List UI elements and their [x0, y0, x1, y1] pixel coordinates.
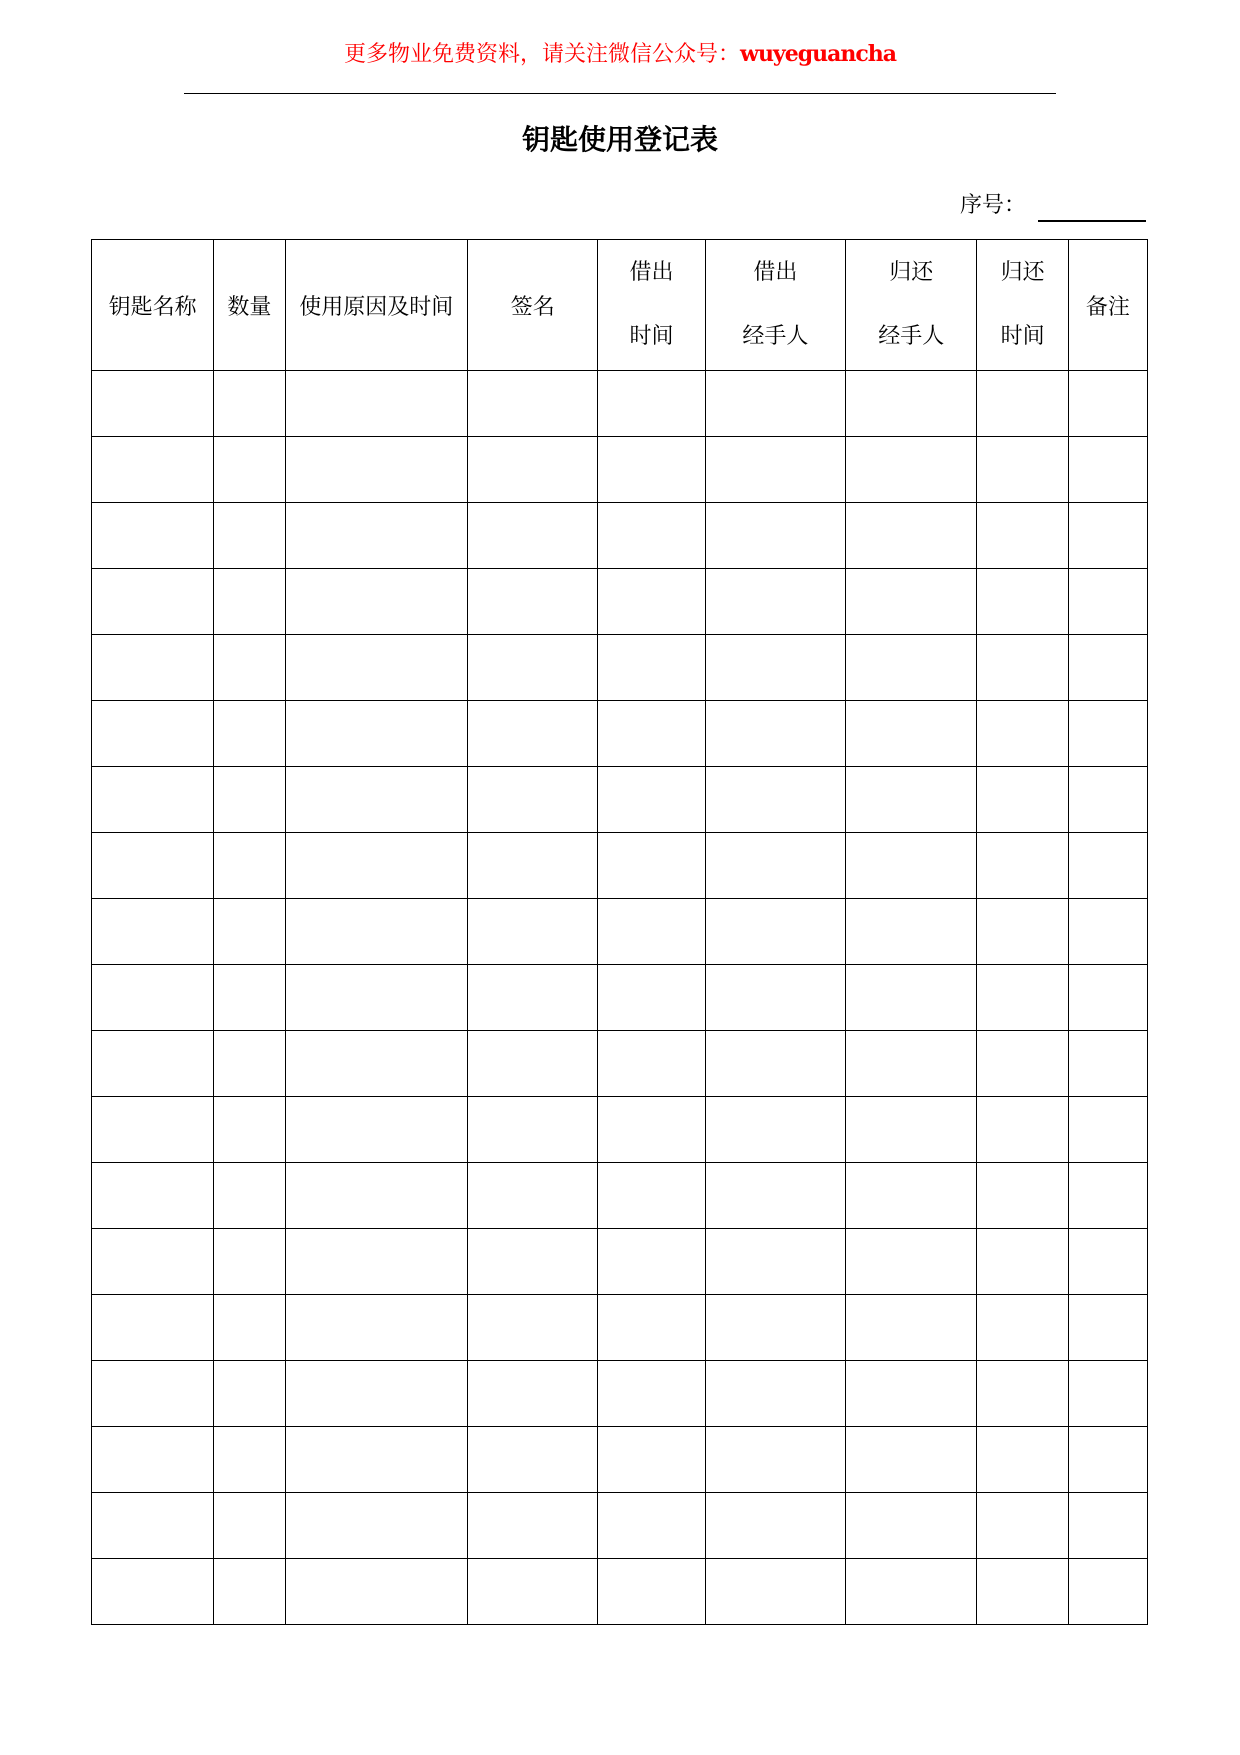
table-cell[interactable]	[705, 569, 845, 635]
table-cell[interactable]	[1068, 437, 1147, 503]
header-note-text: 更多物业免费资料，请关注微信公众号：	[343, 42, 740, 67]
table-cell[interactable]	[598, 569, 705, 635]
table-cell[interactable]	[977, 1295, 1068, 1361]
serial-number-field	[960, 190, 1146, 222]
table-cell[interactable]	[846, 437, 977, 503]
table-cell[interactable]	[598, 899, 705, 965]
table-cell[interactable]	[705, 899, 845, 965]
table-cell[interactable]	[468, 503, 598, 569]
table-cell[interactable]	[598, 1295, 705, 1361]
table-cell[interactable]	[285, 899, 468, 965]
table-cell[interactable]	[846, 503, 977, 569]
table-cell[interactable]	[1068, 1031, 1147, 1097]
table-cell[interactable]	[214, 1163, 285, 1229]
table-cell[interactable]	[977, 371, 1068, 437]
table-cell[interactable]	[1068, 1229, 1147, 1295]
header-divider	[184, 93, 1056, 94]
table-header-row	[92, 240, 1148, 371]
table-cell[interactable]	[846, 1163, 977, 1229]
table-cell[interactable]	[92, 1229, 214, 1295]
table-cell[interactable]	[92, 569, 214, 635]
table-cell[interactable]	[214, 701, 285, 767]
table-row	[92, 635, 1148, 701]
table-cell[interactable]	[214, 833, 285, 899]
table-cell[interactable]	[92, 899, 214, 965]
table-row	[92, 437, 1148, 503]
table-cell[interactable]	[92, 503, 214, 569]
table-row	[92, 1493, 1148, 1559]
column-header-reason-time: 使用原因及时间	[285, 240, 468, 371]
table-cell[interactable]	[92, 1163, 214, 1229]
table-cell[interactable]	[1068, 1427, 1147, 1493]
table-cell[interactable]	[1068, 1493, 1147, 1559]
table-cell[interactable]	[92, 1559, 214, 1625]
table-cell[interactable]	[285, 767, 468, 833]
table-cell[interactable]	[1068, 833, 1147, 899]
table-cell[interactable]	[1068, 371, 1147, 437]
table-cell[interactable]	[846, 371, 977, 437]
table-cell[interactable]	[705, 635, 845, 701]
table-cell[interactable]	[598, 1229, 705, 1295]
document-title: 钥匙使用登记表	[521, 123, 718, 156]
table-row	[92, 899, 1148, 965]
table-cell[interactable]	[214, 569, 285, 635]
table-cell[interactable]	[846, 965, 977, 1031]
table-cell[interactable]	[285, 1493, 468, 1559]
table-cell[interactable]	[846, 1097, 977, 1163]
table-cell[interactable]	[285, 1163, 468, 1229]
table-cell[interactable]	[468, 1031, 598, 1097]
table-cell[interactable]	[285, 1427, 468, 1493]
column-header-lend-handler: 借出 经手人	[705, 240, 845, 371]
table-cell[interactable]	[598, 1559, 705, 1625]
table-cell[interactable]	[1068, 1097, 1147, 1163]
column-header-quantity: 数量	[214, 240, 285, 371]
table-cell[interactable]	[468, 701, 598, 767]
table-cell[interactable]	[468, 1427, 598, 1493]
table-cell[interactable]	[468, 767, 598, 833]
table-cell[interactable]	[1068, 701, 1147, 767]
column-header-lend-time: 借出 时间	[598, 240, 705, 371]
table-cell[interactable]	[468, 899, 598, 965]
table-cell[interactable]	[285, 701, 468, 767]
table-cell[interactable]	[598, 1361, 705, 1427]
table-cell[interactable]	[705, 1559, 845, 1625]
table-cell[interactable]	[598, 1097, 705, 1163]
table-row	[92, 1031, 1148, 1097]
table-cell[interactable]	[846, 701, 977, 767]
table-row	[92, 1361, 1148, 1427]
table-cell[interactable]	[468, 635, 598, 701]
table-cell[interactable]	[214, 1559, 285, 1625]
table-cell[interactable]	[977, 1427, 1068, 1493]
table-cell[interactable]	[977, 965, 1068, 1031]
table-cell[interactable]	[977, 1163, 1068, 1229]
table-cell[interactable]	[1068, 965, 1147, 1031]
table-cell[interactable]	[1068, 503, 1147, 569]
table-cell[interactable]	[92, 635, 214, 701]
table-cell[interactable]	[977, 635, 1068, 701]
table-cell[interactable]	[468, 371, 598, 437]
table-cell[interactable]	[598, 1427, 705, 1493]
table-body	[92, 371, 1148, 1625]
table-cell[interactable]	[977, 503, 1068, 569]
table-cell[interactable]	[285, 1097, 468, 1163]
table-cell[interactable]	[214, 1229, 285, 1295]
table-cell[interactable]	[214, 1427, 285, 1493]
table-cell[interactable]	[1068, 569, 1147, 635]
table-cell[interactable]	[846, 899, 977, 965]
table-cell[interactable]	[977, 1031, 1068, 1097]
table-cell[interactable]	[705, 1097, 845, 1163]
table-cell[interactable]	[92, 1427, 214, 1493]
key-register-table	[91, 239, 1148, 1625]
table-cell[interactable]	[705, 1163, 845, 1229]
table-cell[interactable]	[285, 1559, 468, 1625]
column-header-return-time: 归还 时间	[977, 240, 1068, 371]
table-cell[interactable]	[705, 701, 845, 767]
table-cell[interactable]	[468, 569, 598, 635]
table-cell[interactable]	[846, 833, 977, 899]
table-cell[interactable]	[1068, 1163, 1147, 1229]
table-cell[interactable]	[598, 833, 705, 899]
header-note	[0, 38, 1240, 71]
table-cell[interactable]	[598, 965, 705, 1031]
serial-number-blank[interactable]	[1038, 192, 1146, 222]
table-cell[interactable]	[977, 833, 1068, 899]
table-cell[interactable]	[705, 1031, 845, 1097]
table-cell[interactable]	[214, 1097, 285, 1163]
header-note-brand: wuyeguancha	[740, 41, 896, 67]
table-row	[92, 569, 1148, 635]
table-cell[interactable]	[977, 701, 1068, 767]
table-cell[interactable]	[1068, 1361, 1147, 1427]
column-header-return-handler: 归还 经手人	[846, 240, 977, 371]
table-cell[interactable]	[598, 1163, 705, 1229]
table-cell[interactable]	[285, 635, 468, 701]
table-cell[interactable]	[214, 437, 285, 503]
table-cell[interactable]	[468, 1097, 598, 1163]
table-row	[92, 371, 1148, 437]
table-row	[92, 503, 1148, 569]
table-cell[interactable]	[977, 1493, 1068, 1559]
table-cell[interactable]	[846, 767, 977, 833]
table-cell[interactable]	[214, 1361, 285, 1427]
table-cell[interactable]	[705, 1493, 845, 1559]
table-cell[interactable]	[598, 701, 705, 767]
table-cell[interactable]	[598, 371, 705, 437]
table-cell[interactable]	[92, 1295, 214, 1361]
column-header-remarks: 备注	[1068, 240, 1147, 371]
table-cell[interactable]	[285, 1229, 468, 1295]
table-cell[interactable]	[285, 833, 468, 899]
column-header-signature: 签名	[468, 240, 598, 371]
table-cell[interactable]	[468, 1493, 598, 1559]
table-cell[interactable]	[846, 1493, 977, 1559]
table-cell[interactable]	[705, 767, 845, 833]
table-cell[interactable]	[705, 503, 845, 569]
table-cell[interactable]	[285, 1361, 468, 1427]
table-cell[interactable]	[598, 767, 705, 833]
table-cell[interactable]	[285, 1031, 468, 1097]
table-cell[interactable]	[468, 1559, 598, 1625]
table-cell[interactable]	[977, 899, 1068, 965]
table-cell[interactable]	[285, 965, 468, 1031]
table-cell[interactable]	[977, 767, 1068, 833]
table-cell[interactable]	[598, 503, 705, 569]
table-cell[interactable]	[92, 833, 214, 899]
table-cell[interactable]	[1068, 635, 1147, 701]
table-cell[interactable]	[846, 1559, 977, 1625]
table-cell[interactable]	[705, 371, 845, 437]
table-row	[92, 1295, 1148, 1361]
table-cell[interactable]	[598, 1031, 705, 1097]
serial-number-label: 序号：	[960, 193, 1027, 218]
table-cell[interactable]	[92, 1493, 214, 1559]
table-row	[92, 1229, 1148, 1295]
table-cell[interactable]	[214, 767, 285, 833]
table-cell[interactable]	[1068, 767, 1147, 833]
table-cell[interactable]	[977, 1559, 1068, 1625]
table-cell[interactable]	[214, 1031, 285, 1097]
table-cell[interactable]	[705, 1295, 845, 1361]
table-cell[interactable]	[214, 1493, 285, 1559]
table-cell[interactable]	[285, 371, 468, 437]
table-cell[interactable]	[846, 569, 977, 635]
table-cell[interactable]	[214, 965, 285, 1031]
table-cell[interactable]	[214, 1295, 285, 1361]
table-cell[interactable]	[977, 1361, 1068, 1427]
table-cell[interactable]	[846, 1031, 977, 1097]
table-cell[interactable]	[598, 1493, 705, 1559]
table-row	[92, 1163, 1148, 1229]
column-header-key-name: 钥匙名称	[92, 240, 214, 371]
table-cell[interactable]	[214, 899, 285, 965]
table-cell[interactable]	[92, 767, 214, 833]
table-cell[interactable]	[92, 1031, 214, 1097]
table-cell[interactable]	[468, 965, 598, 1031]
table-row	[92, 701, 1148, 767]
table-cell[interactable]	[846, 1427, 977, 1493]
table-cell[interactable]	[846, 635, 977, 701]
table-cell[interactable]	[468, 1229, 598, 1295]
table-cell[interactable]	[846, 1295, 977, 1361]
table-row	[92, 1427, 1148, 1493]
table-cell[interactable]	[1068, 1295, 1147, 1361]
table-cell[interactable]	[92, 965, 214, 1031]
table-cell[interactable]	[977, 1097, 1068, 1163]
table-row	[92, 1559, 1148, 1625]
table-cell[interactable]	[214, 371, 285, 437]
table-cell[interactable]	[1068, 1559, 1147, 1625]
table-cell[interactable]	[214, 503, 285, 569]
table-cell[interactable]	[468, 1163, 598, 1229]
table-cell[interactable]	[214, 635, 285, 701]
table-cell[interactable]	[92, 1361, 214, 1427]
table-cell[interactable]	[92, 437, 214, 503]
table-row	[92, 767, 1148, 833]
table-cell[interactable]	[285, 569, 468, 635]
table-cell[interactable]	[977, 569, 1068, 635]
table-cell[interactable]	[977, 1229, 1068, 1295]
table-cell[interactable]	[846, 1229, 977, 1295]
table-cell[interactable]	[285, 437, 468, 503]
table-cell[interactable]	[705, 1361, 845, 1427]
table-cell[interactable]	[92, 701, 214, 767]
table-cell[interactable]	[468, 1295, 598, 1361]
table-row	[92, 1097, 1148, 1163]
table-cell[interactable]	[705, 1427, 845, 1493]
table-cell[interactable]	[468, 1361, 598, 1427]
table-cell[interactable]	[705, 437, 845, 503]
table-cell[interactable]	[285, 503, 468, 569]
table-cell[interactable]	[705, 833, 845, 899]
table-cell[interactable]	[468, 833, 598, 899]
table-cell[interactable]	[846, 1361, 977, 1427]
table-cell[interactable]	[705, 965, 845, 1031]
table-cell[interactable]	[598, 635, 705, 701]
table-cell[interactable]	[285, 1295, 468, 1361]
table-cell[interactable]	[598, 437, 705, 503]
table-cell[interactable]	[977, 437, 1068, 503]
table-cell[interactable]	[92, 371, 214, 437]
table-row	[92, 833, 1148, 899]
table-cell[interactable]	[705, 1229, 845, 1295]
table-cell[interactable]	[1068, 899, 1147, 965]
table-row	[92, 965, 1148, 1031]
table-cell[interactable]	[92, 1097, 214, 1163]
table-cell[interactable]	[468, 437, 598, 503]
